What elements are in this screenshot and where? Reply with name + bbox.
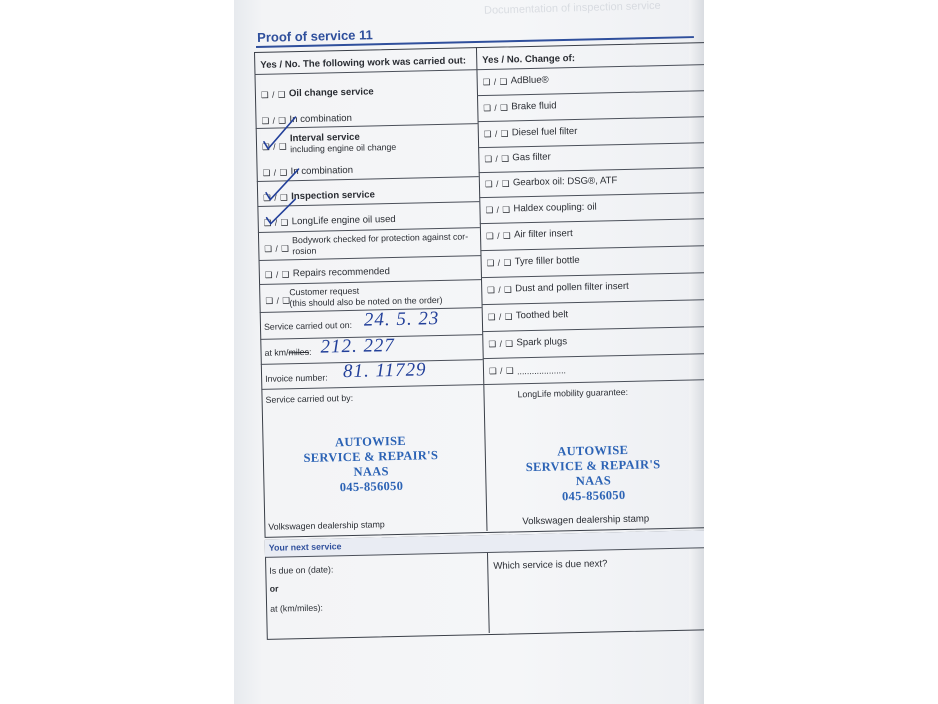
checkbox-pair[interactable]: ❑ / ❑ <box>485 230 512 241</box>
stamp-line-3: NAAS <box>575 473 612 489</box>
checkbox-pair[interactable]: ❑ / ❑ <box>482 76 508 88</box>
stamp-line-3: NAAS <box>353 464 389 479</box>
checkbox-pair[interactable]: ❑ / ❑ <box>488 338 514 349</box>
checkbox-pair[interactable]: ❑ / ❑ <box>260 89 287 100</box>
checkbox-pair[interactable]: ❑ / ❑ <box>483 128 510 140</box>
checkbox-pair[interactable]: ❑ / ❑ <box>264 243 290 254</box>
mobility-guarantee-label: LongLife mobility guarantee: <box>517 386 629 400</box>
interval-service-sublabel: including engine oil change <box>290 141 397 155</box>
stamp-line-1: AUTOWISE <box>334 433 407 450</box>
checkbox-pair[interactable]: ❑ / ❑ <box>484 178 511 189</box>
checkbox-pair[interactable]: ❑ / ❑ <box>486 257 512 268</box>
checkbox-pair[interactable]: ❑ / ❑ <box>485 204 511 215</box>
checkbox-pair[interactable]: ❑ / ❑ <box>261 141 288 152</box>
gas-filter-label: Gas filter <box>512 151 551 164</box>
brake-fluid-label: Brake fluid <box>511 100 557 113</box>
km-label-prefix: at km/ <box>264 347 289 358</box>
checkbox-pair[interactable]: ❑ / ❑ <box>484 153 510 164</box>
customer-request-label: Customer request <box>289 285 360 298</box>
left-column-header: Yes / No. The following work was carried out: <box>260 55 467 71</box>
service-form <box>254 42 704 642</box>
km-value[interactable]: 212. 227 <box>320 334 396 358</box>
km-label <box>264 347 311 359</box>
air-filter-label: Air filter insert <box>513 228 573 241</box>
spark-plugs-label: Spark plugs <box>516 336 568 349</box>
interval-service-label: Interval service <box>289 131 360 145</box>
background-right <box>704 0 938 704</box>
checkbox-pair[interactable]: ❑ / ❑ <box>487 284 513 295</box>
checkbox-pair[interactable]: ❑ / ❑ <box>488 365 515 376</box>
checkbox-pair[interactable]: ❑ / ❑ <box>263 217 289 228</box>
in-combination-label: In combination <box>290 164 354 178</box>
bleed-through-text: Documentation of inspection service <box>483 0 661 17</box>
stamp-caption-left: Volkswagen dealership stamp <box>268 519 385 532</box>
stamp-line-4: 045-856050 <box>561 488 626 504</box>
service-by-label: Service carried out by: <box>265 392 354 405</box>
checkbox-pair[interactable]: ❑ / ❑ <box>262 167 288 178</box>
checkbox-pair[interactable]: ❑ / ❑ <box>264 269 291 280</box>
haldex-coupling-label: Haldex coupling: oil <box>513 201 597 215</box>
bodywork-label: Bodywork checked for protection against cor- <box>292 231 469 246</box>
bodywork-sublabel: rosion <box>292 245 317 257</box>
service-date-value[interactable]: 24. 5. 23 <box>363 308 440 331</box>
which-service-label: Which service is due next? <box>493 558 608 572</box>
longlife-oil-label: LongLife engine oil used <box>291 213 396 228</box>
repairs-recommended-label: Repairs recommended <box>292 266 391 280</box>
invoice-number-value[interactable]: 81. 11729 <box>342 359 427 383</box>
gearbox-oil-label: Gearbox oil: DSG®, ATF <box>512 175 618 189</box>
service-date-label: Service carried out on: <box>263 319 353 332</box>
diesel-fuel-filter-label: Diesel fuel filter <box>511 125 578 139</box>
right-column-header: Yes / No. Change of: <box>482 53 576 67</box>
stamp-line-2: SERVICE & REPAIR'S <box>303 448 439 466</box>
pollen-filter-label: Dust and pollen filter insert <box>515 280 629 295</box>
other-item-dots: .................... <box>516 365 567 377</box>
or-label: or <box>269 583 279 594</box>
dealer-stamp-left <box>270 432 471 496</box>
km-label-colon: : <box>308 346 312 357</box>
checkbox-pair[interactable]: ❑ / ❑ <box>261 115 287 126</box>
in-combination-label: In combination <box>289 112 352 126</box>
inspection-service-label: Inspection service <box>291 189 375 203</box>
km-label-struck: miles <box>288 346 310 358</box>
page-title: Proof of service 11 <box>257 27 373 45</box>
stamp-caption-right: Volkswagen dealership stamp <box>522 513 650 528</box>
oil-change-service-label: Oil change service <box>288 86 374 100</box>
tyre-filler-label: Tyre filler bottle <box>514 254 580 268</box>
checkbox-pair[interactable]: ❑ / ❑ <box>265 295 291 306</box>
service-booklet-page <box>234 0 704 704</box>
stamp-line-1: AUTOWISE <box>557 442 629 459</box>
next-service-heading: Your next service <box>268 541 342 553</box>
dealer-stamp-right <box>493 442 694 506</box>
customer-request-sublabel: (this should also be noted on the order) <box>289 294 443 309</box>
stamp-line-4: 045-856050 <box>339 478 404 495</box>
stamp-line-2: SERVICE & REPAIR'S <box>525 457 661 475</box>
at-km-label: at (km/miles): <box>270 602 324 614</box>
due-date-label: Is due on (date): <box>269 564 334 576</box>
invoice-number-label: Invoice number: <box>265 372 328 384</box>
toothed-belt-label: Toothed belt <box>515 309 569 322</box>
checkbox-pair[interactable]: ❑ / ❑ <box>483 102 509 114</box>
adblue-label: AdBlue® <box>510 74 549 87</box>
checkbox-pair[interactable]: ❑ / ❑ <box>487 311 514 322</box>
background-left <box>0 0 234 704</box>
checkbox-pair[interactable]: ❑ / ❑ <box>263 192 289 203</box>
